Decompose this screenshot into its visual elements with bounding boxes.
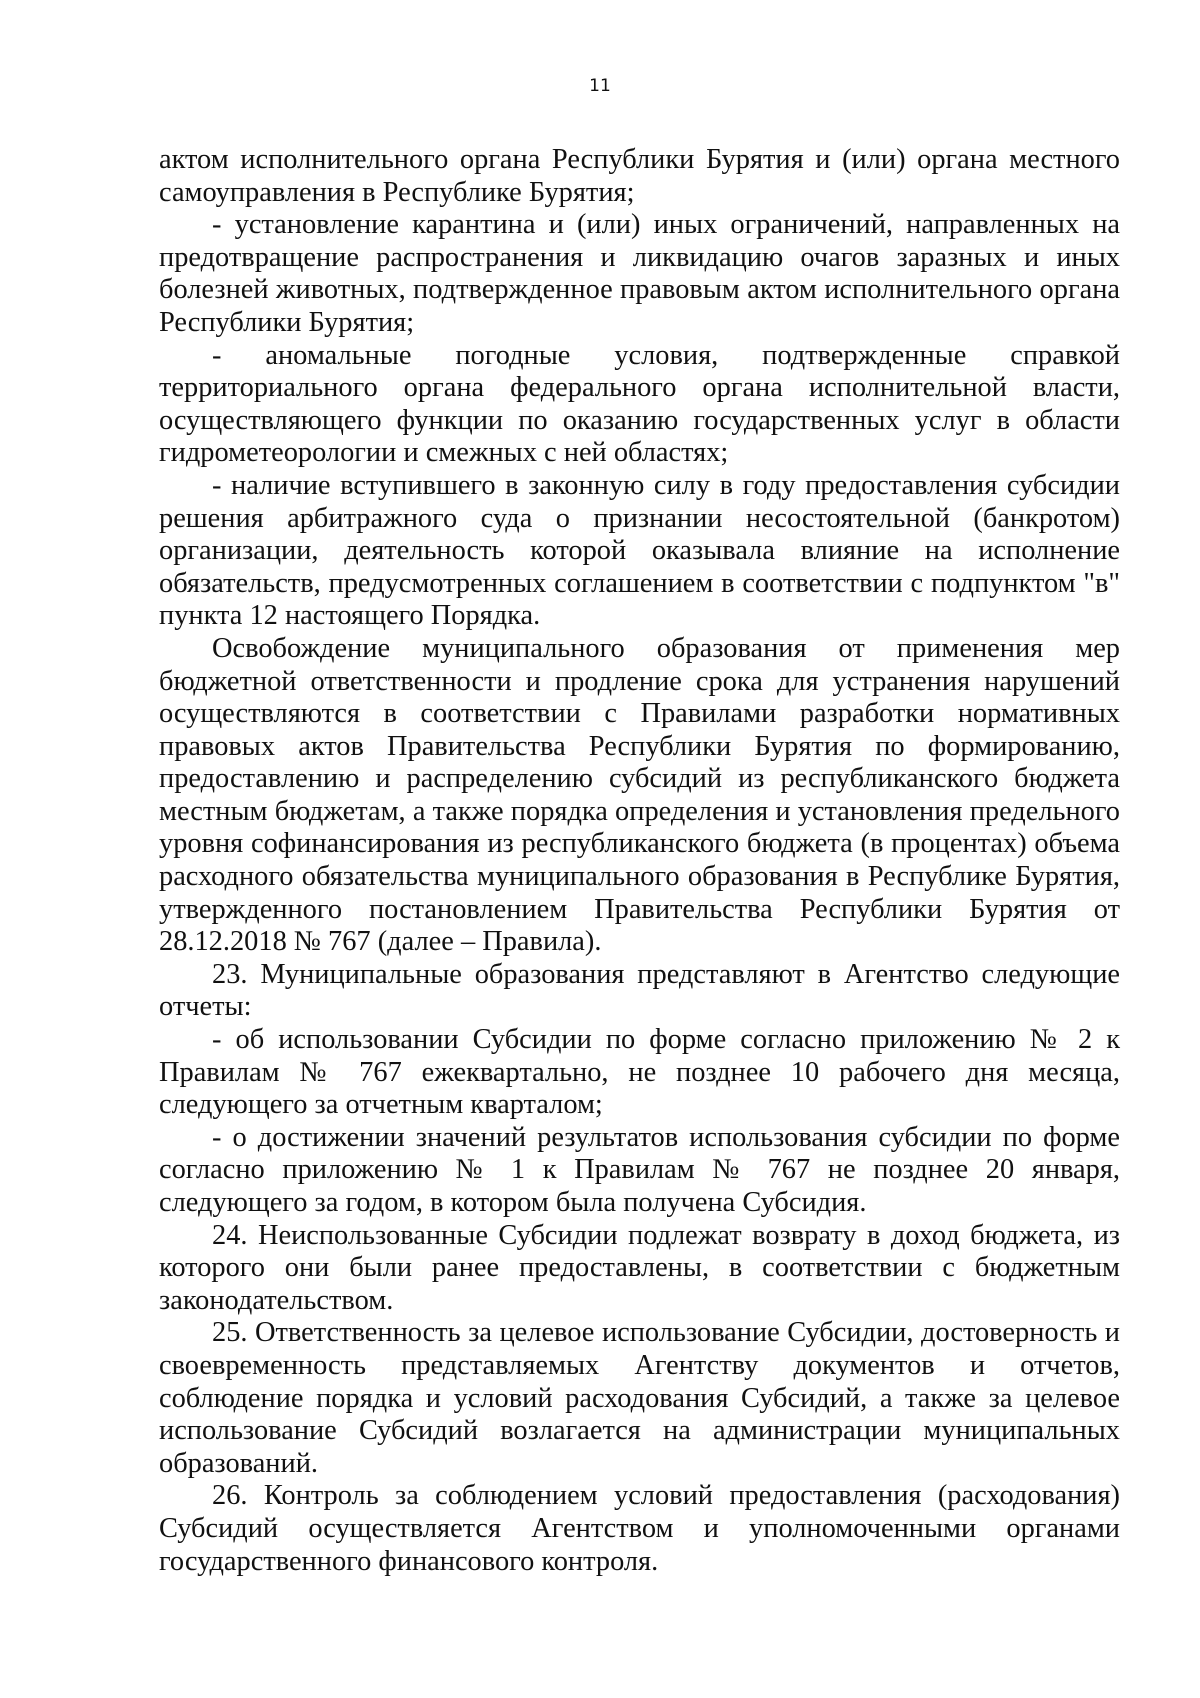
paragraph: - установление карантина и (или) иных ограничений, направленных на предотвращение распространения и ликвидацию очагов заразных и иных болезней животных, подтвержденное правовым актом исполнительного органа Республики Бурятия;: [159, 209, 1120, 338]
paragraph: Освобождение муниципального образования от применения мер бюджетной ответственности и продление срока для устранения нарушений осуществляются в соответствии с Правилами разработки нормативных правовых актов Правительства Республики Бурятия по формированию, предоставлению и распределению субсидий из республиканского бюджета местным бюджетам, а также порядка определения и установления предельного уровня софинансирования из республиканского бюджета (в процентах) объема расходного обязательства муниципального образования в Республике Бурятия, утвержденного постановлением Правительства Республики Бурятия от 28.12.2018 № 767 (далее – Правила).: [159, 632, 1120, 958]
paragraph: - о достижении значений результатов использования субсидии по форме согласно приложению № 1 к Правилам № 767 не позднее 20 января, следующего за годом, в котором была получена Субсидия.: [159, 1121, 1120, 1218]
paragraph: - аномальные погодные условия, подтвержденные справкой территориального органа федерального органа исполнительной власти, осуществляющего функции по оказанию государственных услуг в области гидрометеорологии и смежных с ней областях;: [159, 339, 1120, 469]
paragraph: 26. Контроль за соблюдением условий предоставления (расходования) Субсидий осуществляется Агентством и уполномоченными органами государственного финансового контроля.: [159, 1480, 1120, 1577]
page-number: 11: [589, 76, 611, 96]
paragraph: 24. Неиспользованные Субсидии подлежат возврату в доход бюджета, из которого они были ранее предоставлены, в соответствии с бюджетным законодательством.: [159, 1219, 1120, 1316]
paragraph: 23. Муниципальные образования представляют в Агентство следующие отчеты:: [159, 958, 1120, 1023]
paragraph: актом исполнительного органа Республики Бурятия и (или) органа местного самоуправления в Республике Бурятия;: [159, 144, 1120, 208]
paragraph: - наличие вступившего в законную силу в году предоставления субсидии решения арбитражного суда о признании несостоятельной (банкротом) организации, деятельность которой оказывала влияние на исполнение обязательств, предусмотренных соглашением в соответствии с подпунктом "в" пункта 12 настоящего Порядка.: [159, 469, 1120, 632]
paragraph: 25. Ответственность за целевое использование Субсидии, достоверность и своевременность представляемых Агентству документов и отчетов, соблюдение порядка и условий расходования Субсидий, а также за целевое использование Субсидий возлагается на администрации муниципальных образований.: [159, 1317, 1120, 1479]
document-body: [159, 144, 1120, 1578]
paragraph: - об использовании Субсидии по форме согласно приложению № 2 к Правилам № 767 ежеквартально, не позднее 10 рабочего дня месяца, следующего за отчетным кварталом;: [159, 1024, 1120, 1121]
